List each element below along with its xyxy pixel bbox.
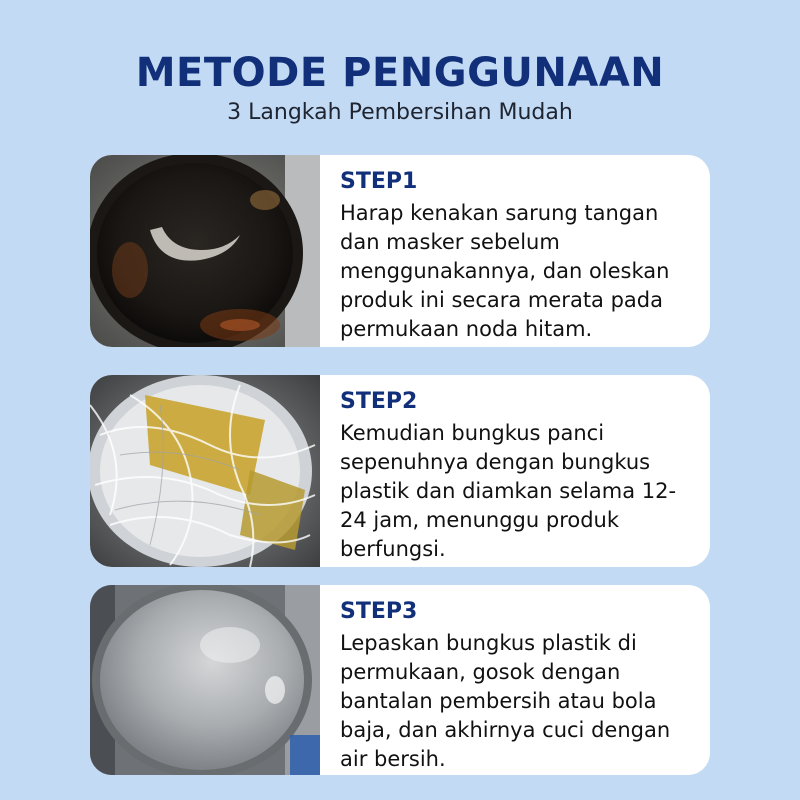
step-description: Lepaskan bungkus plastik di permukaan, gosok dengan bantalan pembersih atau bola baja, dan akhirnya cuci dengan air bersih. [340,631,671,771]
step-label: STEP1 [340,169,418,194]
page-title: METODE PENGGUNAAN [135,50,665,96]
step-label: STEP3 [340,599,418,624]
step-label: STEP2 [340,389,418,414]
burnt-pan-photo [90,155,320,347]
page-subtitle: 3 Langkah Pembersihan Mudah [227,100,573,125]
wrapped-pan-photo [90,375,320,567]
clean-pan-photo [90,585,320,775]
step-description: Kemudian bungkus panci sepenuhnya dengan bungkus plastik dan diamkan selama 12-24 jam, menunggu produk berfungsi. [340,421,677,561]
step-card-1 [90,155,710,347]
step-description: Harap kenakan sarung tangan dan masker sebelum menggunakannya, dan oleskan produk ini secara merata pada permukaan noda hitam. [340,201,670,341]
step-card-2 [90,375,710,567]
step-card-3 [90,585,710,775]
